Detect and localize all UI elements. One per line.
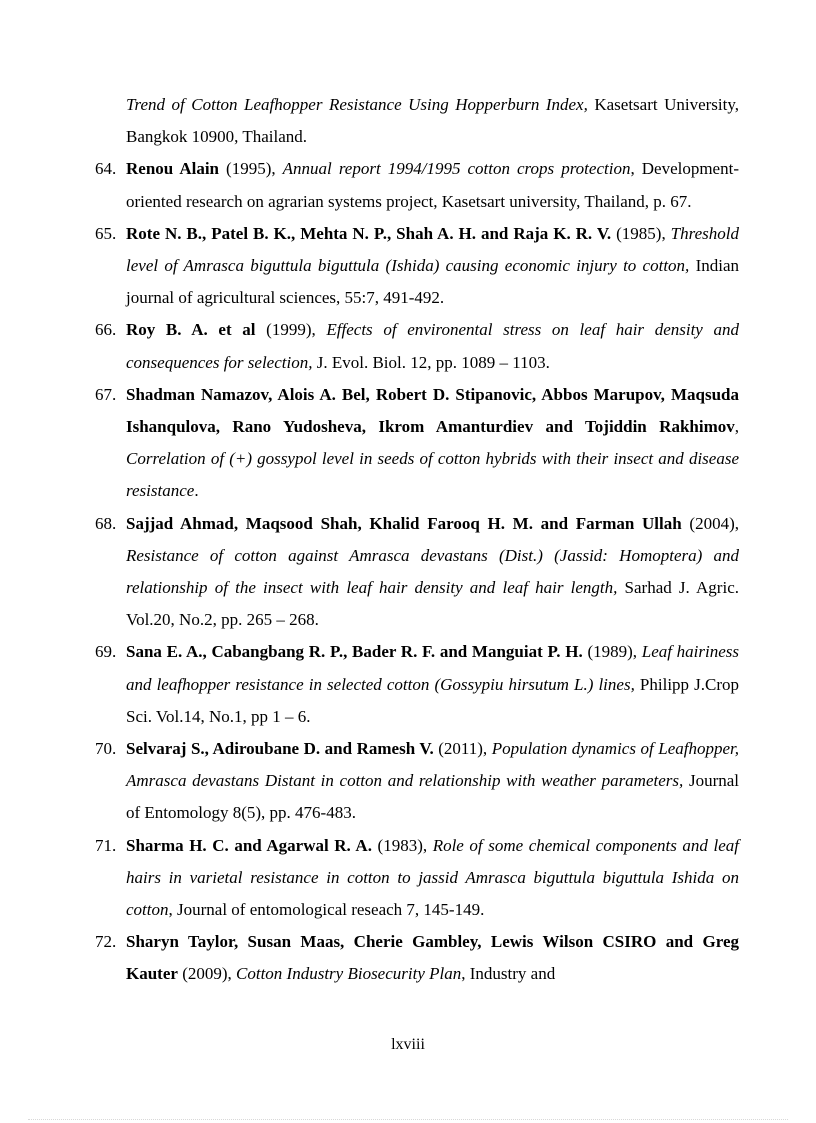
reference-item — [95, 926, 739, 990]
page-number: lxviii — [391, 1036, 425, 1053]
reference-title: Resistance of cotton against Amrasca devastans (Dist.) (Jassid: Homoptera) and relationship of the insect with leaf hair density and leaf hair length, — [126, 545, 739, 598]
reference-year: (1983), — [371, 835, 433, 855]
reference-title: Leaf hairiness and leafhopper resistance in selected cotton (Gossypiu hirsutum L.) lines, — [126, 642, 740, 694]
reference-authors: Shadman Namazov, Alois A. Bel, Robert D. Stipanovic, Abbos Marupov, Maqsuda Ishanqulova, Rano Yudosheva, Ikrom Amanturdiev and Tojiddin Rakhimov — [126, 384, 739, 437]
reference-item — [95, 733, 739, 830]
page-bottom-divider — [28, 1119, 788, 1120]
reference-source: , Journal of entomological reseach 7, 145-149. — [168, 900, 485, 920]
reference-source: Philipp J.Crop Sci. Vol.14, No.1, pp 1 – 6. — [126, 674, 739, 726]
reference-item — [95, 314, 739, 378]
reference-continuation — [95, 89, 739, 153]
reference-year: (1999), — [255, 320, 327, 340]
reference-number: 68. — [95, 513, 117, 533]
reference-authors: Sana E. A., Cabangbang R. P., Bader R. F. and Manguiat P. H. — [126, 642, 583, 662]
reference-year: (2004), — [681, 513, 739, 533]
reference-item — [95, 379, 739, 508]
reference-number: 66. — [95, 320, 117, 340]
reference-title: Effects of environental stress on leaf hair density and consequences for selection, — [126, 320, 740, 372]
reference-source: J. Evol. Biol. 12, pp. 1089 – 1103. — [312, 352, 550, 372]
reference-number: 69. — [95, 642, 117, 662]
reference-title: Cotton Industry Biosecurity Plan — [236, 964, 462, 984]
reference-authors: Sajjad Ahmad, Maqsood Shah, Khalid Farooq H. M. and Farman Ullah — [126, 513, 682, 533]
reference-year: (2011), — [433, 739, 492, 759]
reference-source: , Industry and — [461, 964, 556, 984]
reference-item — [95, 636, 739, 733]
reference-year: (1989), — [582, 642, 642, 662]
reference-title: Trend of Cotton Leafhopper Resistance Using Hopperburn Index, — [126, 95, 588, 114]
reference-number: 70. — [95, 739, 117, 759]
reference-list — [95, 89, 739, 991]
reference-number: 67. — [95, 384, 117, 404]
reference-item — [95, 508, 739, 637]
reference-source: Journal of Entomology 8(5), pp. 476-483. — [126, 771, 740, 823]
reference-source: , Development-oriented research on agrarian systems project, Kasetsart university, Thailand, p. 67. — [126, 159, 739, 211]
reference-year: (1995), — [219, 159, 283, 179]
reference-item — [95, 218, 739, 315]
reference-authors: Renou Alain — [126, 159, 220, 179]
reference-number: 71. — [95, 835, 117, 855]
reference-authors: Selvaraj S., Adiroubane D. and Ramesh V. — [126, 739, 434, 759]
reference-number: 72. — [95, 932, 117, 952]
reference-item — [95, 830, 739, 927]
reference-number: 64. — [95, 159, 117, 179]
reference-title: Threshold level of Amrasca biguttula biguttula (Ishida) causing economic injury to cotton, — [126, 223, 739, 276]
reference-authors: Sharyn Taylor, Susan Maas, Cherie Gambley, Lewis Wilson CSIRO and Greg Kauter — [126, 932, 739, 984]
reference-source: Indian journal of agricultural sciences, 55:7, 491-492. — [126, 256, 739, 308]
reference-source: . — [194, 481, 199, 501]
reference-authors: Sharma H. C. and Agarwal R. A. — [126, 835, 372, 855]
reference-title: Annual report 1994/1995 cotton crops protection — [282, 159, 631, 179]
reference-title: Population dynamics of Leafhopper, Amrasca devastans Distant in cotton and relationship with weather parameters, — [126, 739, 739, 791]
reference-item — [95, 153, 739, 217]
reference-number: 65. — [95, 223, 117, 243]
reference-source: Sarhad J. Agric. Vol.20, No.2, pp. 265 – 268. — [126, 578, 739, 630]
reference-title: Role of some chemical components and leaf hairs in varietal resistance in cotton to jassid Amrasca biguttula biguttula Ishida on cotton — [126, 835, 739, 920]
reference-authors: Rote N. B., Patel B. K., Mehta N. P., Shah A. H. and Raja K. R. V. — [126, 223, 612, 243]
reference-year: (2009), — [177, 964, 237, 984]
reference-title: Correlation of (+) gossypol level in seeds of cotton hybrids with their insect and disease resistance — [126, 449, 739, 501]
reference-year: , — [734, 417, 739, 437]
reference-authors: Roy B. A. et al — [126, 320, 256, 340]
reference-source: Kasetsart University, Bangkok 10900, Thailand. — [126, 95, 739, 147]
reference-year: (1985), — [611, 223, 671, 243]
